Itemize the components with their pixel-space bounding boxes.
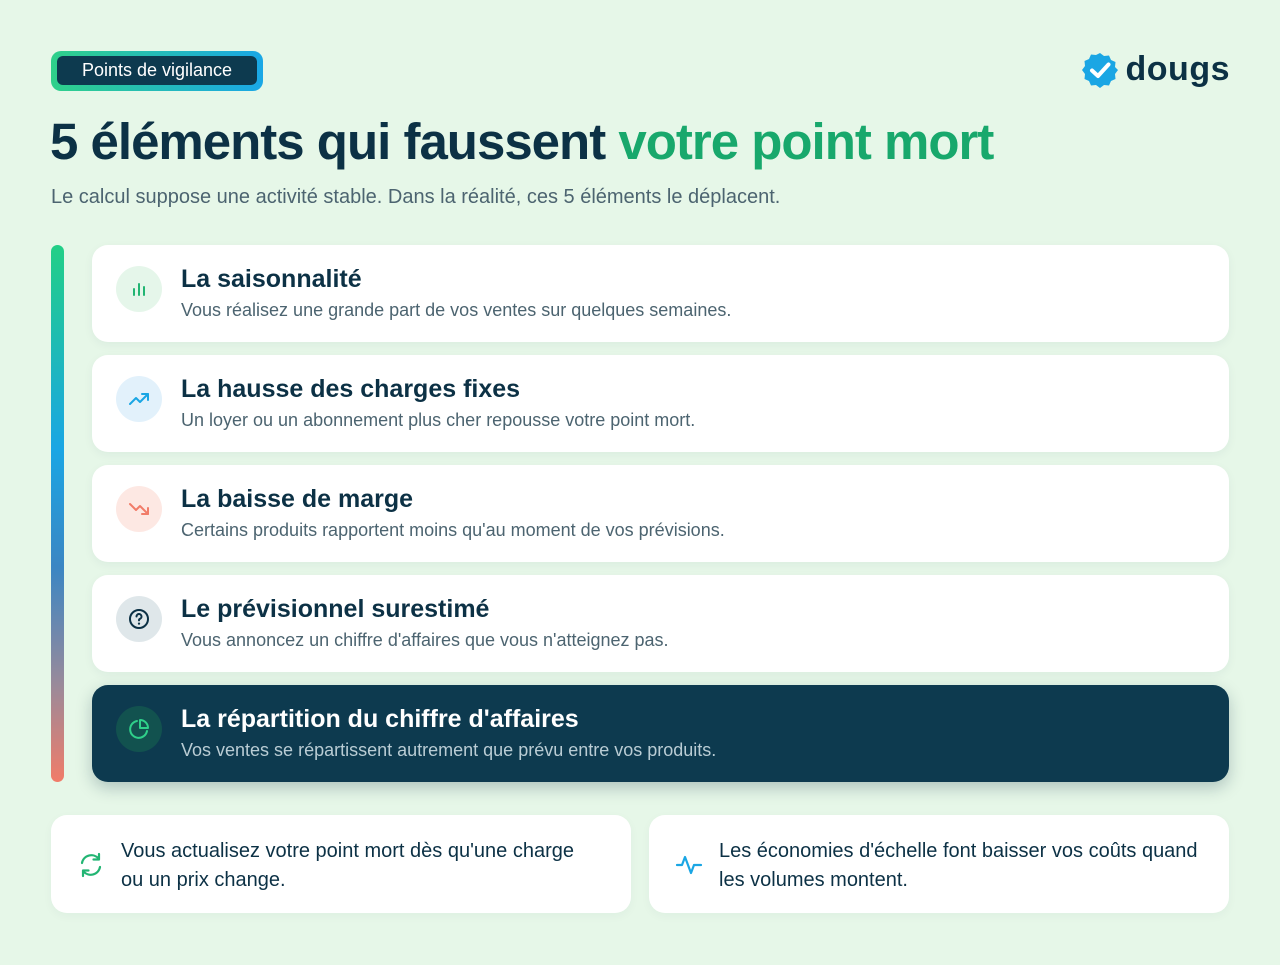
factor-title: La hausse des charges fixes bbox=[181, 375, 521, 403]
factor-title: La baisse de marge bbox=[181, 485, 414, 513]
logo-text: dougs bbox=[1125, 50, 1230, 88]
note-card-scale bbox=[649, 815, 1229, 913]
factor-card-margin bbox=[92, 465, 1229, 562]
title-main: 5 éléments qui faussent bbox=[50, 113, 619, 170]
factor-description: Vous annoncez un chiffre d'affaires que vous n'atteignez pas. bbox=[181, 630, 669, 650]
pie-chart-icon bbox=[116, 706, 162, 752]
question-circle-icon bbox=[116, 596, 162, 642]
activity-icon bbox=[675, 851, 703, 879]
trending-down-icon bbox=[116, 486, 162, 532]
factor-list bbox=[92, 245, 1229, 795]
page-subtitle: Le calcul suppose une activité stable. Dans la réalité, ces 5 éléments le déplacent. bbox=[51, 186, 781, 208]
bar-chart-icon bbox=[116, 266, 162, 312]
badge-label: Points de vigilance bbox=[57, 56, 257, 85]
factor-description: Vous réalisez une grande part de vos ventes sur quelques semaines. bbox=[181, 300, 732, 320]
refresh-icon bbox=[77, 851, 105, 879]
factor-title: La répartition du chiffre d'affaires bbox=[181, 705, 579, 733]
note-text: Vous actualisez votre point mort dès qu'une charge ou un prix change. bbox=[121, 840, 574, 891]
page-title bbox=[50, 112, 993, 171]
factor-description: Un loyer ou un abonnement plus cher repousse votre point mort. bbox=[181, 410, 696, 430]
gradient-rail bbox=[51, 245, 64, 782]
factor-title: La saisonnalité bbox=[181, 265, 362, 293]
factor-card-forecast bbox=[92, 575, 1229, 672]
trending-up-icon bbox=[116, 376, 162, 422]
factor-description: Vos ventes se répartissent autrement que prévu entre vos produits. bbox=[181, 740, 717, 760]
factor-title: Le prévisionnel surestimé bbox=[181, 595, 490, 623]
category-badge bbox=[51, 51, 257, 85]
factor-card-fixed-costs bbox=[92, 355, 1229, 452]
factor-card-seasonality bbox=[92, 245, 1229, 342]
note-card-update bbox=[51, 815, 631, 913]
check-badge-icon bbox=[1082, 52, 1118, 88]
factor-card-revenue-split bbox=[92, 685, 1229, 782]
brand-logo bbox=[1082, 50, 1230, 89]
note-text: Les économies d'échelle font baisser vos coûts quand les volumes montent. bbox=[719, 840, 1198, 891]
title-accent: votre point mort bbox=[618, 113, 994, 170]
factor-description: Certains produits rapportent moins qu'au moment de vos prévisions. bbox=[181, 520, 725, 540]
